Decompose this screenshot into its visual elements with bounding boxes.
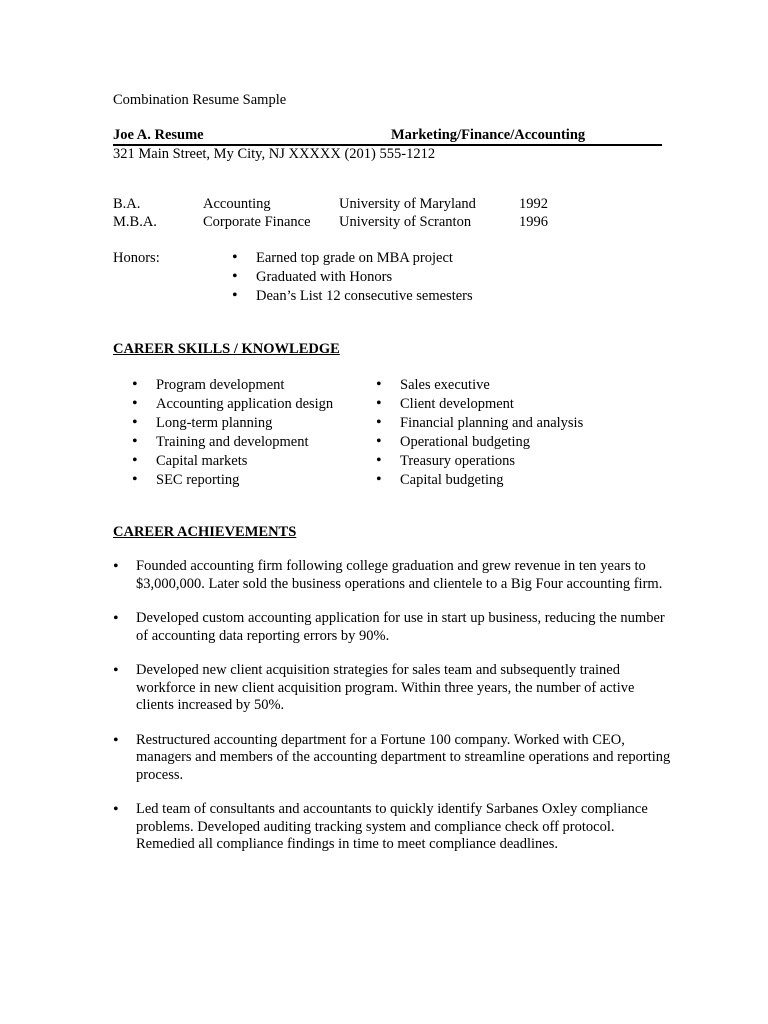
achievement-item: • Developed new client acquisition strategies for sales team and subsequently trained workforce in new client acquisition program. Within three years, the number of active clients increased by 50%.	[113, 662, 673, 715]
skill-item: • Training and development	[132, 433, 333, 452]
achievement-item: • Developed custom accounting application for use in start up business, reducing the number of accounting data reporting errors by 90%.	[113, 610, 673, 645]
honor-item: • Graduated with Honors	[232, 268, 473, 287]
achievement-item: • Founded accounting firm following college graduation and grew revenue in ten years to $3,000,000. Later sold the business operations and clientele to a Big Four accounting firm.	[113, 558, 673, 593]
document-title: Combination Resume Sample	[113, 92, 287, 108]
achievements-heading: CAREER ACHIEVEMENTS	[113, 524, 297, 540]
skill-item: • SEC reporting	[132, 471, 333, 490]
honor-item: • Earned top grade on MBA project	[232, 249, 473, 268]
achievements-list	[113, 558, 673, 871]
skill-item: • Long-term planning	[132, 414, 333, 433]
skill-item: • Treasury operations	[376, 452, 583, 471]
skills-list-right	[376, 376, 583, 490]
school: University of Maryland	[339, 196, 476, 212]
achievement-item: • Led team of consultants and accountants to quickly identify Sarbanes Oxley compliance problems. Developed auditing tracking system and compliance check off protocol. Remedied all compliance findings in time to meet compliance deadlines.	[113, 801, 673, 854]
name-header	[113, 126, 662, 146]
degree: M.B.A.	[113, 214, 157, 230]
skill-item: • Program development	[132, 376, 333, 395]
skill-item: • Capital budgeting	[376, 471, 583, 490]
contact-address: 321 Main Street, My City, NJ XXXXX (201) 555-1212	[113, 146, 436, 162]
honors-list	[232, 249, 473, 306]
career-field: Marketing/Finance/Accounting	[391, 127, 586, 143]
school: University of Scranton	[339, 214, 472, 230]
degree: B.A.	[113, 196, 141, 212]
skills-heading: CAREER SKILLS / KNOWLEDGE	[113, 341, 340, 357]
honor-item: • Dean’s List 12 consecutive semesters	[232, 287, 473, 306]
major: Accounting	[203, 196, 271, 212]
skills-list-left	[132, 376, 333, 490]
graduation-year: 1996	[519, 214, 548, 230]
major: Corporate Finance	[203, 214, 311, 230]
candidate-name: Joe A. Resume	[113, 127, 204, 143]
honors-label: Honors:	[113, 250, 160, 266]
achievement-item: • Restructured accounting department for a Fortune 100 company. Worked with CEO, managers and members of the accounting department to streamline operations and reporting process.	[113, 732, 673, 785]
skill-item: • Operational budgeting	[376, 433, 583, 452]
graduation-year: 1992	[519, 196, 548, 212]
skill-item: • Financial planning and analysis	[376, 414, 583, 433]
skill-item: • Sales executive	[376, 376, 583, 395]
skill-item: • Accounting application design	[132, 395, 333, 414]
skill-item: • Capital markets	[132, 452, 333, 471]
skill-item: • Client development	[376, 395, 583, 414]
